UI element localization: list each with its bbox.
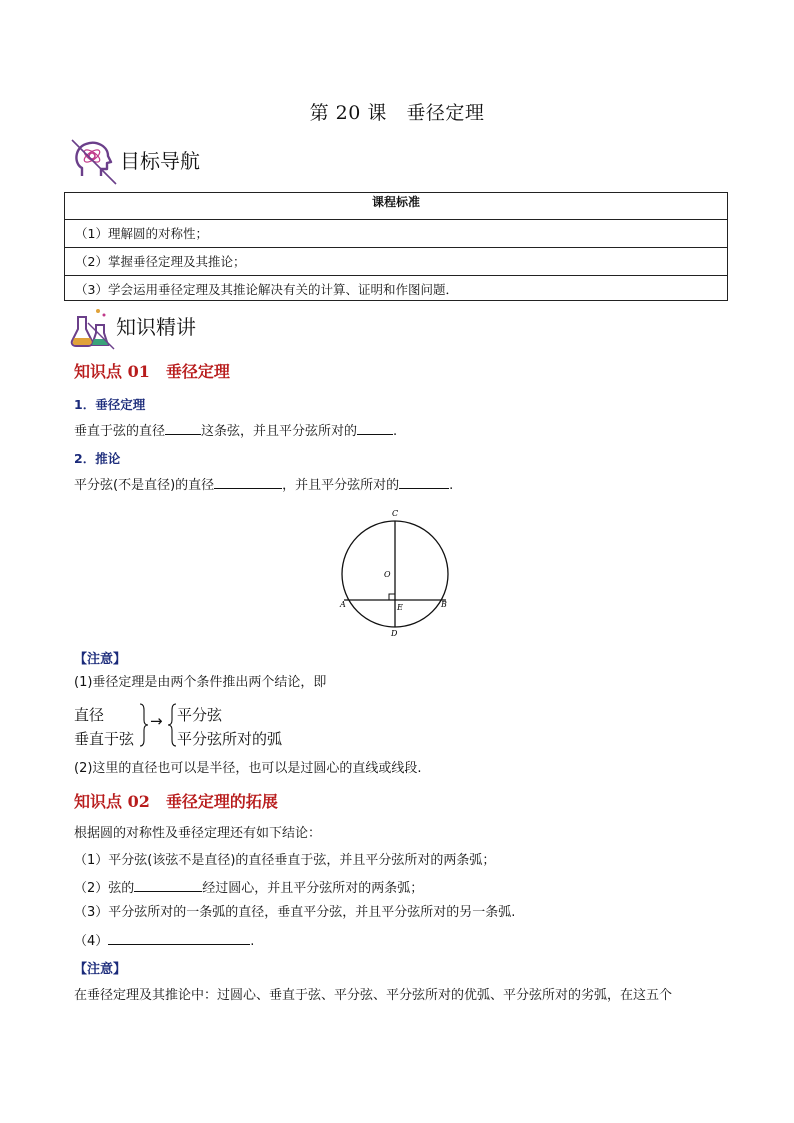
result-2: 平分弦所对的弧 xyxy=(177,730,283,748)
goals-section-header xyxy=(68,136,200,186)
fill-blank xyxy=(399,475,449,489)
circle-diagram xyxy=(330,504,460,642)
kp2-item-2: （2）弦的 经过圆心，并且平分弦所对的两条弧； xyxy=(74,878,423,898)
point-e-label: E xyxy=(397,603,403,612)
point-c-label: C xyxy=(392,509,399,518)
point-b-label: B xyxy=(441,600,447,609)
fill-blank xyxy=(357,421,393,435)
note-line: (2)这里的直径也可以是半径，也可以是过圆心的直线或线段. xyxy=(74,761,422,776)
knowledge-section-header xyxy=(68,303,196,351)
knowledge-point-01-title: 知识点 01 垂径定理 xyxy=(74,362,230,381)
flask-icon xyxy=(68,303,116,351)
table-header: 课程标准 xyxy=(65,193,727,220)
kp2-item-3: （3）平分弦所对的一条弧的直径，垂直平分弦，并且平分弦所对的另一条弧. xyxy=(74,905,516,920)
fill-blank xyxy=(108,931,250,945)
arrow-symbol: → xyxy=(150,712,163,730)
note-line: 在垂径定理及其推论中：过圆心、垂直于弦、平分弦、平分弦所对的优弧、平分弦所对的劣弧，在这五个 xyxy=(74,988,673,1003)
head-brain-icon xyxy=(68,136,118,186)
kp2-intro: 根据圆的对称性及垂径定理还有如下结论： xyxy=(74,826,322,841)
note-label: 【注意】 xyxy=(74,652,127,667)
goals-section-title: 目标导航 xyxy=(120,148,200,173)
condition-1: 直径 xyxy=(74,706,105,724)
subheading-corollary: 2．推论 xyxy=(74,451,121,466)
point-d-label: D xyxy=(391,629,398,638)
fill-blank xyxy=(134,878,202,892)
kp2-item-1: （1）平分弦(该弦不是直径)的直径垂直于弦，并且平分弦所对的两条弧； xyxy=(74,853,496,868)
subheading-theorem: 1．垂径定理 xyxy=(74,397,146,412)
knowledge-section-title: 知识精讲 xyxy=(116,314,196,339)
fill-blank xyxy=(165,421,201,435)
result-1: 平分弦 xyxy=(177,706,223,724)
table-row: （3）学会运用垂径定理及其推论解决有关的计算、证明和作图问题． xyxy=(75,282,458,297)
knowledge-point-02-title: 知识点 02 垂径定理的拓展 xyxy=(74,792,278,811)
table-row: （1）理解圆的对称性； xyxy=(65,220,727,248)
kp2-item-4: （4） . xyxy=(74,931,254,951)
theorem-line: 垂直于弦的直径 这条弦，并且平分弦所对的 . xyxy=(74,421,397,441)
course-standard-table xyxy=(64,192,728,301)
condition-2: 垂直于弦 xyxy=(74,730,135,748)
point-a-label: A xyxy=(340,600,346,609)
fill-blank xyxy=(214,475,282,489)
corollary-line: 平分弦(不是直径)的直径 ，并且平分弦所对的 . xyxy=(74,475,453,495)
note-label: 【注意】 xyxy=(74,962,127,977)
table-row: （2）掌握垂径定理及其推论； xyxy=(65,248,727,276)
note-line: (1)垂径定理是由两个条件推出两个结论，即 xyxy=(74,675,327,690)
page-title: 第 20 课 垂径定理 xyxy=(309,102,485,124)
point-o-label: O xyxy=(384,570,391,579)
